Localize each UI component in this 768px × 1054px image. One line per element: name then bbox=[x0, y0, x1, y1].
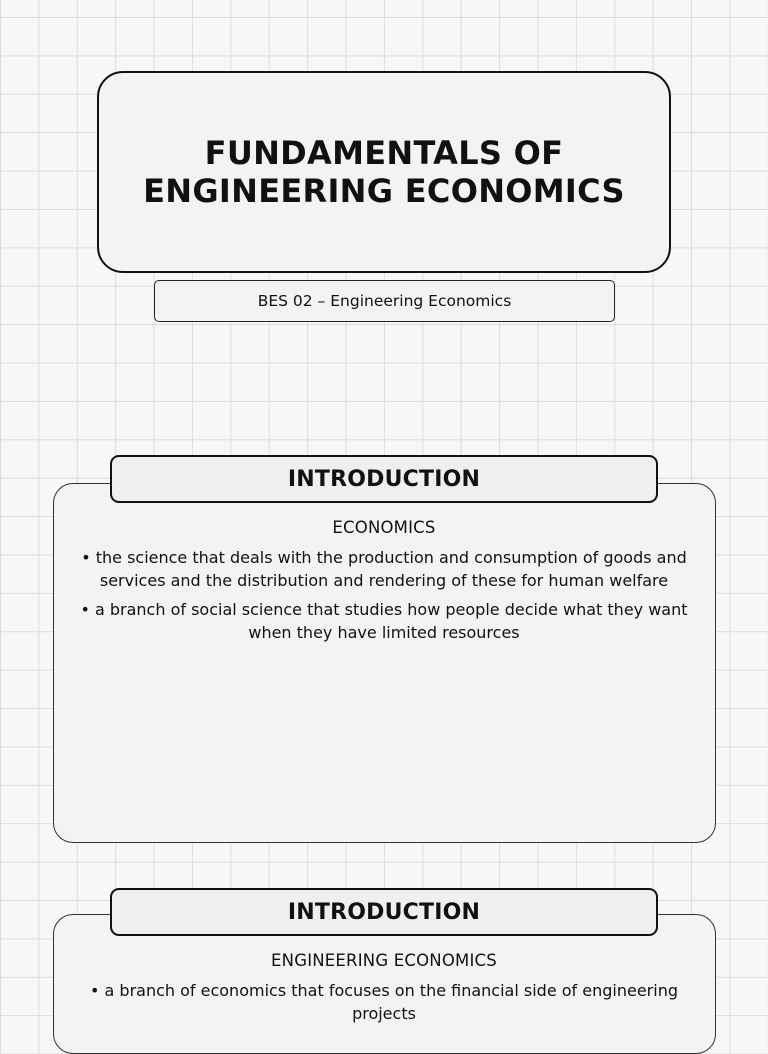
bullet-item: • a branch of economics that focuses on the financial side of engineering projects bbox=[90, 980, 678, 1023]
section-body bbox=[70, 949, 698, 1031]
title-box bbox=[97, 71, 671, 273]
section-body bbox=[70, 516, 698, 650]
section-heading: ECONOMICS bbox=[332, 518, 436, 537]
section-header bbox=[110, 888, 658, 936]
section-header-label: INTRODUCTION bbox=[287, 899, 481, 925]
subtitle-box bbox=[154, 280, 615, 322]
bullet-item: • the science that deals with the production and consumption of goods and services and the distribution and rendering of these for human welfare bbox=[81, 547, 687, 590]
section-header bbox=[110, 455, 658, 503]
section-header-label: INTRODUCTION bbox=[287, 466, 481, 492]
document-title: FUNDAMENTALS OF ENGINEERING ECONOMICS bbox=[143, 134, 625, 210]
bullet-list bbox=[70, 546, 698, 645]
bullet-list bbox=[70, 979, 698, 1026]
section-heading: ENGINEERING ECONOMICS bbox=[271, 951, 497, 970]
document-subtitle: BES 02 – Engineering Economics bbox=[257, 292, 512, 310]
bullet-item: • a branch of social science that studies how people decide what they want when they have limited resources bbox=[80, 599, 688, 642]
